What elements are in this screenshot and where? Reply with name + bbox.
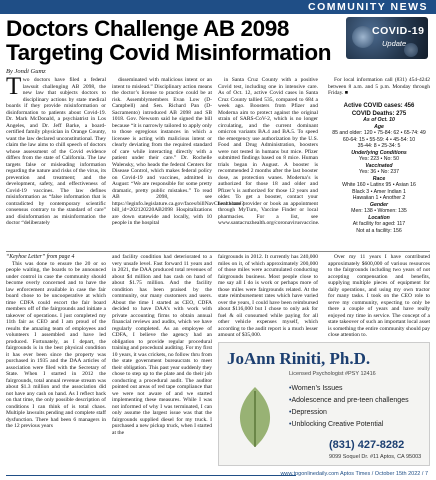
stats-gender-row: Men: 138 • Women: 135 xyxy=(351,208,407,214)
psychologist-advertisement xyxy=(218,342,430,466)
stats-race-row: Black 3 • Amer Indian 1 xyxy=(352,188,406,195)
ad-phone: (831) 427-8282 xyxy=(329,439,405,451)
letter-column-3 xyxy=(218,254,318,339)
letter-column-2 xyxy=(112,254,212,436)
column-text: disseminated with malicious intent or an intent to mislead.” Disciplinary action means the doctor’s license to practice could be at risk. Assemblymembers Evan Low (D-Campbell) and Sen. Richard Pan (D-Sacramento) introduced AB 2098 and SB 1018. Gov. Newsom said he signed the bill because “it is narrowly tailored to apply only to those egregious instances in which a licensee is acting with malicious intent or clearly deviating from the required standard of care while interacting directly with a patient under their care.” Dr. Rochelle Walensky, who heads the federal Centers for Disease Control, which makes federal policy on Covid-19 and vaccines, admitted in August: “We are responsible for some pretty dramatic, pretty public mistakes.” To read AB 2098, see https://leginfo.legislature.ca.gov/faces/billNavClient.xhtml?bill_id=202120220AB2098 Hospitalizations are down statewide and locally, with 10 people in the hospital xyxy=(112,77,244,226)
article-byline: By Jondi Gumz xyxy=(6,68,46,75)
footer-rule xyxy=(6,475,296,476)
section-banner xyxy=(0,0,436,14)
column-text: This was done to ensure the 20 or so people waiting, the boards to be announced under control in case the community should become overly concerned and to have the law enforcement available in case the fair board chose to be uncooperative at which time CDFA could escort the fair board members off of the fairgrounds and initiate a takeover of operations. I just completed my 11th fair as CEO and I am proud of the results the amazing team of employees and volunteers I assembled and have led produced. Fortunately, as I depart, the fairgrounds is in the best physical condition it has ever been since the property was purchased in 1935 and the DAA articles of association were filed with the Secretary of State. When I started in 2012 the fairgrounds, total annual revenue stream was about $1.3 million and the association did not have any cash on hand. As I reflect back on that time, the only possible description of conditions I can think of is total chaos. Multiple lawsuits pending and complete staff dysfunction. There had been 6 managers in the 12 previous years xyxy=(6,260,106,429)
stats-conditions-row: Yes: 223 • No: 50 xyxy=(359,156,399,162)
stats-age-row: 85 and older: 120 • 75-84: 62 • 65-74: 49 xyxy=(332,130,426,136)
article-column-2 xyxy=(112,77,244,227)
ad-license: Licensed Psychologist #PSY 12416 xyxy=(289,371,376,377)
section-divider xyxy=(6,251,430,252)
leaf-icon xyxy=(227,381,283,451)
section-label: COMMUNITY NEWS xyxy=(308,1,428,13)
covid-stats-box xyxy=(328,103,430,235)
letter-column-4 xyxy=(328,254,430,339)
badge-subtitle: Update xyxy=(382,39,407,48)
stats-location-row: At facility for aged: 117 xyxy=(352,221,406,227)
stats-age-heading: Age xyxy=(374,123,384,130)
stats-vaccinated-row: Yes: 36 • No: 237 xyxy=(359,169,399,175)
article-column-3 xyxy=(218,77,318,227)
ad-service-item: • Depression xyxy=(289,407,409,419)
stats-race-row: White 160 • Latinx 95 • Asian 16 xyxy=(342,182,416,188)
ad-service-item: • Adolescence and pre-teen challenges xyxy=(289,395,409,407)
stats-race-heading: Race xyxy=(372,175,386,182)
column-text: fairgrounds in 2012. It currently has 240,000 miles on it, of which approximately 200,000 of those miles were accumulated conducting fairgrounds business. Most people close to me say all I do is work or perhaps more of those miles were fairgrounds related. At the state reimbursement rates which have varied over the years, I could have been reimbursed about $116,000 but I chose to only ask for fuel & oil consumed while paying for all other vehicle expenses myself, which according to the audit report is a much lesser amount of $35,000. xyxy=(218,254,318,338)
stats-conditions-heading: Underlying Conditions xyxy=(351,149,407,156)
stats-deaths: COVID Deaths: 275 xyxy=(351,110,407,117)
stats-gender-heading: Gender xyxy=(369,201,389,208)
page-footer xyxy=(0,470,436,480)
stats-age-row: 60-64: 15 • 55-59: 4 • 45-54: 10 xyxy=(342,136,416,143)
column-text: in Santa Cruz County with a positive Covid test, including one in intensive care. As of Oct. 12, active Covid cases in Santa Cruz County tallied 535, compared to 684 a week ago. Boosters from Pfizer and Moderna aim to protect against the original strain of SARS-CoV-2, which is no longer circulating, and the current dominant omicron variants BA.4 and BA.5. To speed the emergency use authorization by the U.S. Food and Drug Administration, boosters were not tested in humans but mice. Pfizer submitted findings based on 8 mice. Human trials began in August. A booster is recommended 2 months after the last booster dose, as protection wanes. Moderna’s is authorized for those 18 and older and Pfizer’s is authorized for those 12 years and older. To get a booster, contact your healthcare provider or book an appointment through MyTurn, Vaccine Finder or local pharmacies. For a list, see www.santacruzhealth.org/coronavirusvaccine. xyxy=(218,77,320,226)
drop-cap: T xyxy=(6,73,22,100)
continued-from-label: “Keyhoe Letter” from page 4 xyxy=(6,254,75,260)
badge-title: COVID-19 xyxy=(372,25,425,37)
column-text: wo doctors have filed a federal lawsuit challenging AB 2098, the new law that subjects doctors to disciplinary actions by state medical boards if they provide misinformation or disinformation to patients about Covid-19. Dr. Mark McDonald, a psychiatrist in Los Angeles, and Dr. Jeff Barke, a board-certified family physician in Orange County, want the law declared unconstitutional. They claim the law aims to chill speech of doctors whose assessment of the Covid evidence differs from the state of California. The law targets false or misleading information regarding the nature and risks of the virus, its prevention and treatment; and the development, safety, and effectiveness of Covid-19 vaccines. The law defines misinformation as “false information that is contradicted by contemporary scientific consensus contrary to the standard of care” and disinformation as misinformation the doctor “deliberately xyxy=(6,77,106,226)
ad-services-list xyxy=(289,383,409,431)
ad-service-item: • Unblocking Creative Potential xyxy=(289,419,409,431)
footer-text: www.tpgonlinedaily.com Aptos Times / October 15th 2022 / 7 xyxy=(280,471,428,477)
stats-race-row: Hawaiian 1 • Another 2 xyxy=(352,195,406,201)
stats-location-row: Not at a facility: 156 xyxy=(356,227,402,234)
column-text: For local information call (831) 454-4242 between 8 a.m. and 5 p.m. Monday through Friday. ■ xyxy=(328,77,430,96)
ad-service-item: • Women’s Issues xyxy=(289,383,409,395)
article-headline: Doctors Challenge AB 2098 Targeting Covid Misinformation xyxy=(6,16,332,65)
ad-address: 9099 Soquel Dr. #11 Aptos, CA 95003 xyxy=(329,454,422,460)
stats-location-heading: Location xyxy=(368,214,390,221)
article-column-1 xyxy=(6,73,106,227)
stats-active-cases: Active COVID cases: 456 xyxy=(343,102,415,109)
stats-vaccinated-heading: Vaccinated xyxy=(365,162,393,169)
column-text: Over my 11 years I have contributed approximately $600,000 of various resources to the fairgrounds including two years of not accepting compensation and benefits, supplying multiple pieces of equipment for daily operations, and using my own tractor for many tasks. I took on the CEO role to serve my community, expecting to only be there a couple of years and have really enjoyed my time in service. The concept of a state takeover of such an important local asset is something the entire community should pay close attention to. xyxy=(328,254,430,338)
letter-column-1 xyxy=(6,254,106,430)
virus-icon xyxy=(352,26,374,48)
covid-update-badge xyxy=(346,17,428,59)
ad-name: JoAnn Riniti, Ph.D. xyxy=(227,349,371,368)
column-text: and facility condition had deteriorated to a very unsafe level. Fast forward 11 years and in 2021, the DAA produced total revenues of about $4 million and has cash on hand of about $1.75 million. And the facility condition has been praised by the community, our many customers and users. About the time I started as CEO, CDFA decided to have DAA’s with work with private accounting firms to obtain annual financial reviews and audits, which we have regularly completed. As an employee of CDFA, I believe the agency had an obligation to provide regular procedural training and procedural auditing. For my first 10 years, it was crickets, no follow thru from the state government bureaucrats to meet their obligation. This past year suddenly they chose to step up to the plate and do their job conducting a procedural audit. The auditor pointed out areas of red tape compliance that we were not aware of and we started implementing these measures. While I was not informed of why I was terminated, I can only assume the largest issue was that the fairgrounds supplied diesel for my truck. I purchased a new pickup truck, when I started at the xyxy=(112,254,212,436)
stats-as-of: As of Oct. 10 xyxy=(363,117,395,123)
stats-age-row: 35-44: 8 • 25-34: 5 xyxy=(357,143,401,149)
article-column-4 xyxy=(328,77,430,234)
